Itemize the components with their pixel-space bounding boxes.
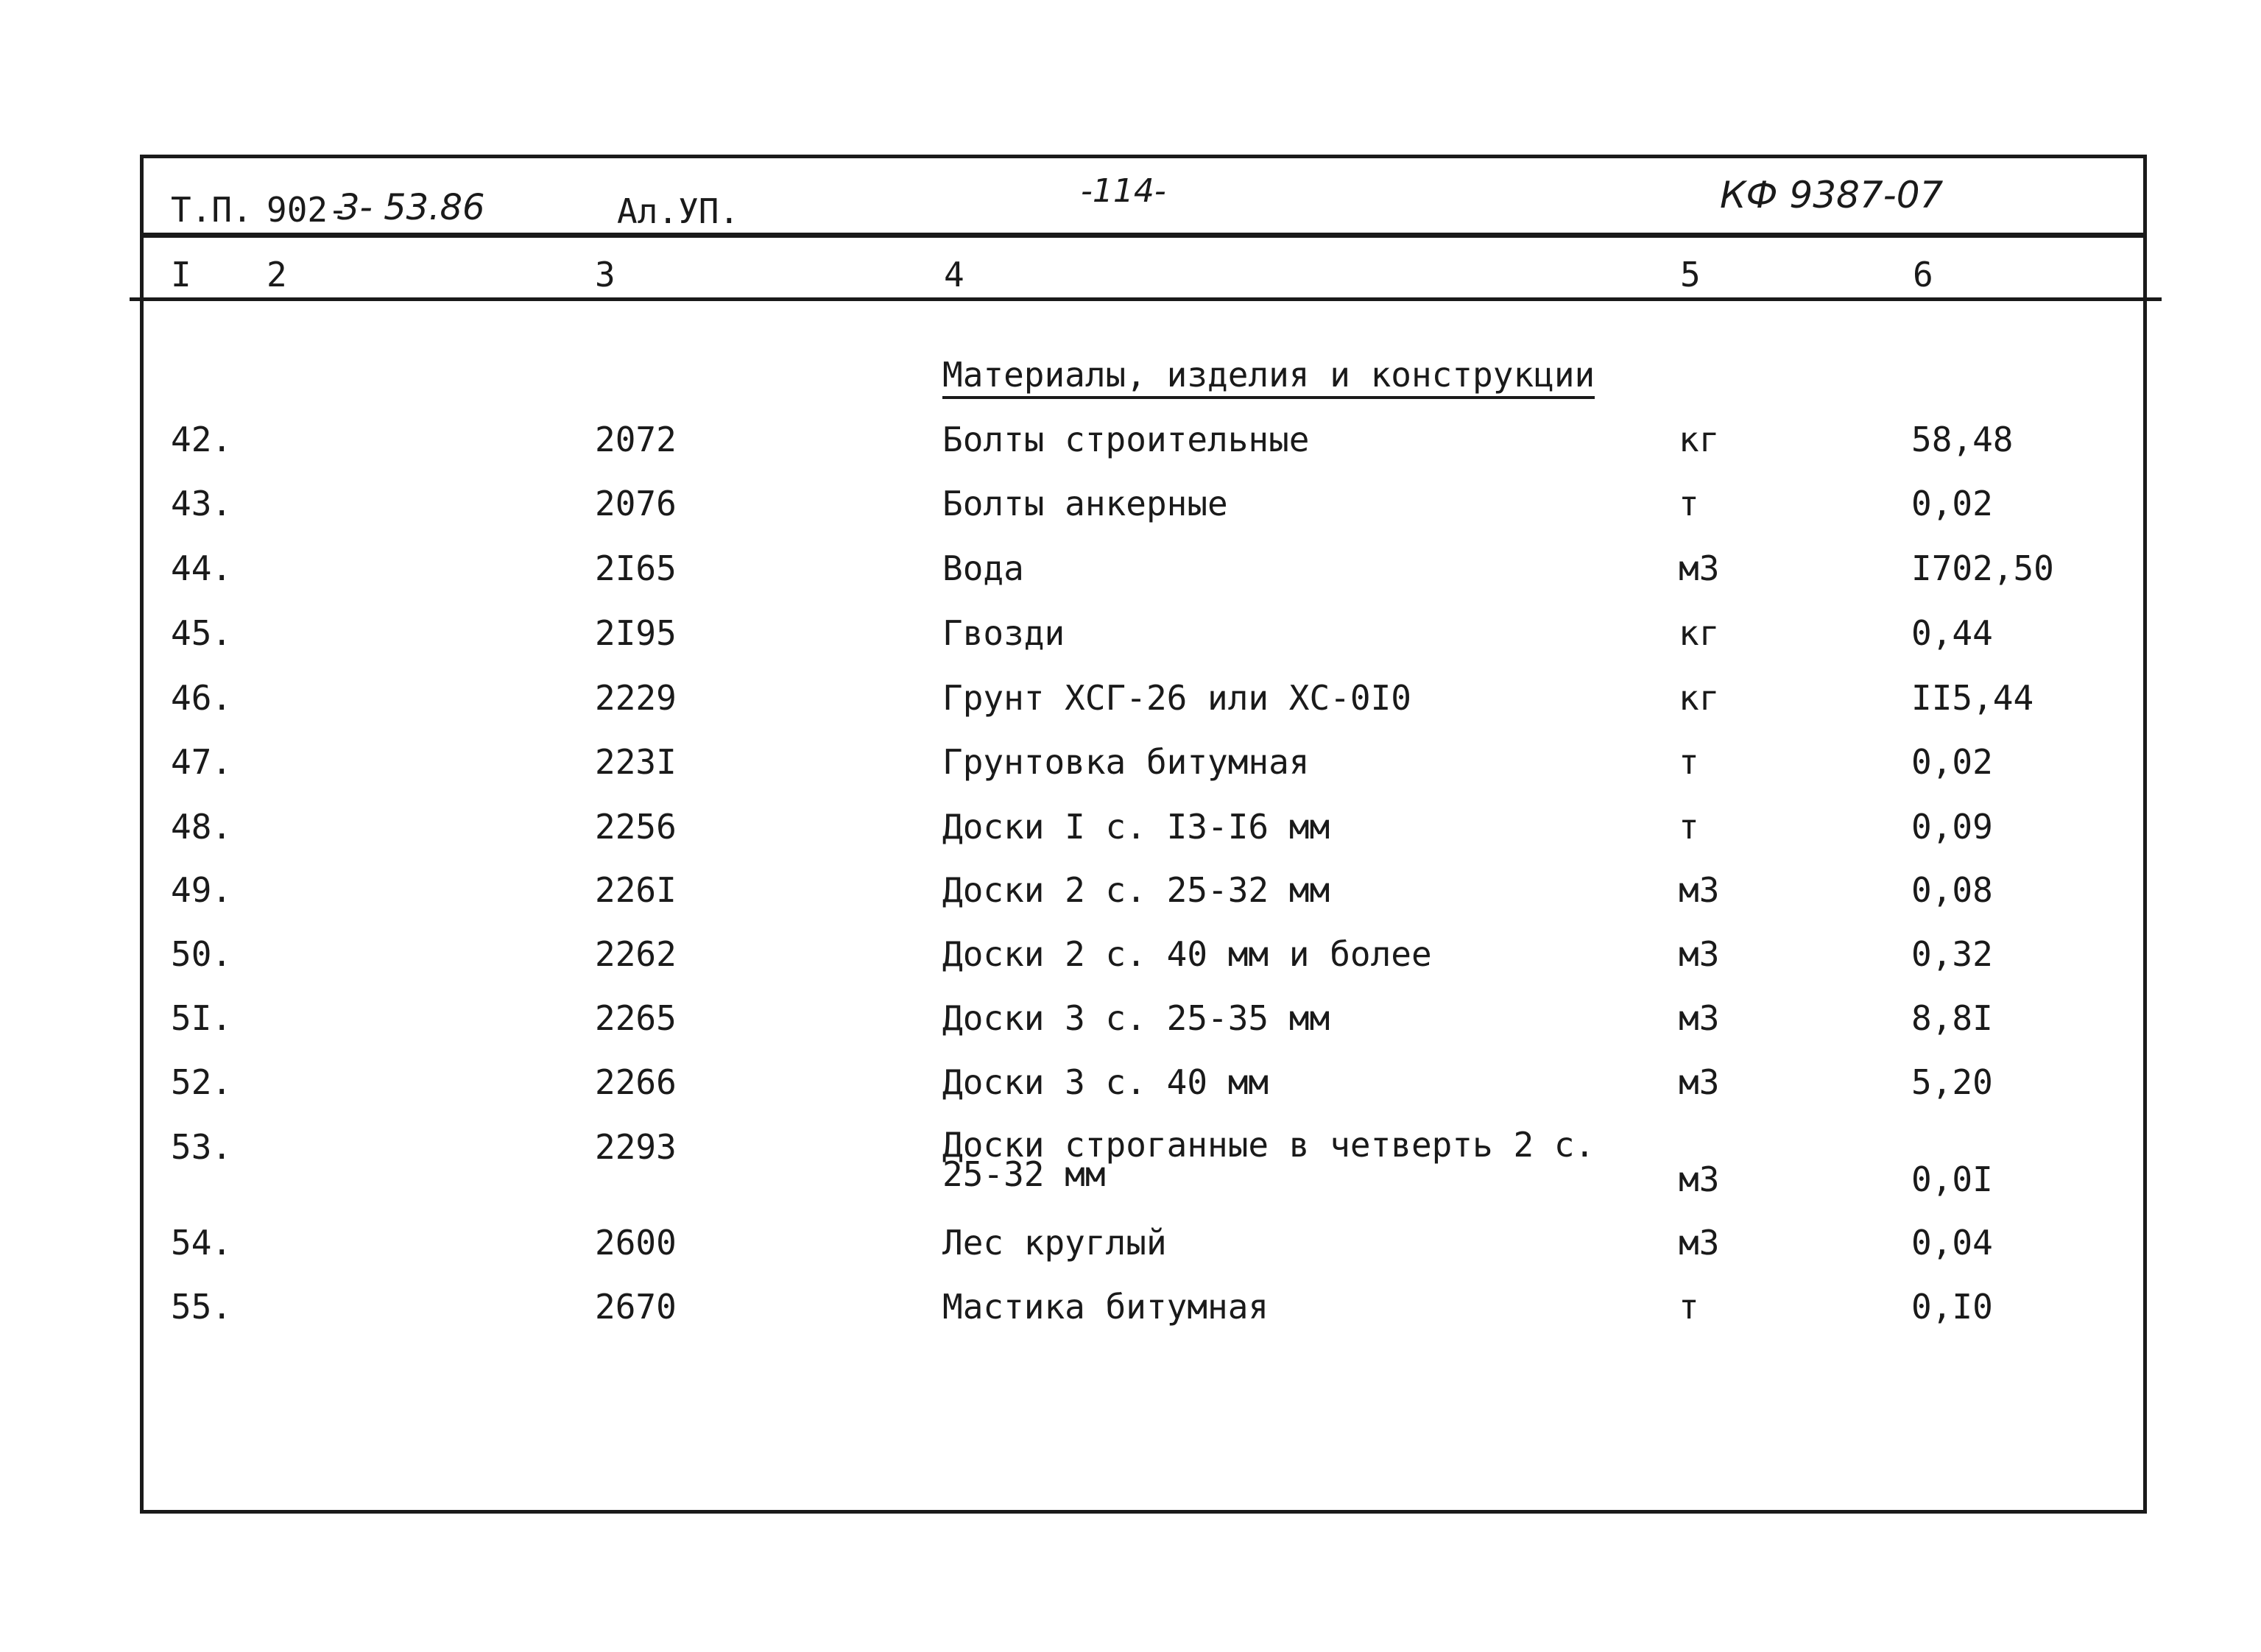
row-quantity: 0,09 [1911, 807, 1993, 847]
row-name: Грунт ХСГ-26 или ХС-0I0 [942, 678, 1411, 718]
row-number: 46. [171, 678, 233, 718]
row-quantity: 0,44 [1911, 613, 1993, 653]
row-unit: кг [1679, 613, 1720, 653]
table-row [0, 613, 2261, 675]
column-number-3: 3 [595, 255, 615, 294]
row-code: 2229 [595, 678, 677, 718]
row-number: 54. [171, 1223, 233, 1263]
row-name: Доски 3 с. 40 мм [942, 1062, 1269, 1102]
row-code: 223I [595, 742, 677, 782]
row-unit: т [1679, 484, 1699, 523]
page-number: -114- [1081, 172, 1166, 210]
row-unit: т [1679, 1287, 1699, 1327]
column-number-divider [130, 297, 2162, 301]
row-name: Лес круглый [942, 1223, 1167, 1263]
row-name: Доски I с. I3-I6 мм [942, 807, 1330, 847]
row-quantity: 8,8I [1911, 998, 1993, 1038]
album-label: Ал.УП. [617, 191, 740, 231]
row-quantity: 0,32 [1911, 934, 1993, 974]
column-number-1: I [171, 255, 191, 294]
row-quantity: 0,02 [1911, 742, 1993, 782]
row-unit: м3 [1679, 934, 1720, 974]
table-row [0, 998, 2261, 1060]
table-row [0, 420, 2261, 481]
table-row [0, 1223, 2261, 1285]
table-row [0, 1125, 2261, 1218]
row-number: 49. [171, 870, 233, 910]
tp-label: Т.П. [171, 190, 253, 230]
row-code: 2256 [595, 807, 677, 847]
row-number: 48. [171, 807, 233, 847]
table-row [0, 484, 2261, 546]
table-row [0, 807, 2261, 869]
table-row [0, 934, 2261, 996]
row-unit: кг [1679, 678, 1720, 718]
row-name: Вода [942, 548, 1024, 588]
row-code: 2I65 [595, 548, 677, 588]
row-name: Доски строганные в четверть 2 с. 25-32 мм [942, 1125, 1595, 1194]
row-quantity: 0,04 [1911, 1223, 1993, 1263]
section-title: Материалы, изделия и конструкции [942, 358, 1595, 399]
row-number: 52. [171, 1062, 233, 1102]
row-name: Гвозди [942, 613, 1065, 653]
document-code: КФ 9387-07 [1720, 174, 1944, 216]
row-name: Болты анкерные [942, 484, 1228, 523]
row-quantity: I702,50 [1911, 548, 2054, 588]
row-number: 53. [171, 1127, 233, 1167]
row-unit: кг [1679, 420, 1720, 459]
row-code: 2072 [595, 420, 677, 459]
row-code: 2265 [595, 998, 677, 1038]
row-code: 2262 [595, 934, 677, 974]
row-unit: м3 [1679, 1062, 1720, 1102]
row-unit: м3 [1679, 870, 1720, 910]
table-row [0, 1062, 2261, 1124]
row-name: Болты строительные [942, 420, 1310, 459]
row-quantity: 0,0I [1911, 1159, 1993, 1199]
row-quantity: 0,02 [1911, 484, 1993, 523]
row-unit: м3 [1679, 1223, 1720, 1263]
table-row [0, 1287, 2261, 1349]
row-number: 43. [171, 484, 233, 523]
column-number-5: 5 [1680, 255, 1701, 294]
row-name: Доски 2 с. 25-32 мм [942, 870, 1330, 910]
row-unit: т [1679, 807, 1699, 847]
row-name: Доски 3 с. 25-35 мм [942, 998, 1330, 1038]
tp-number-handwritten: 3- 53.86 [337, 187, 485, 228]
tp-number-printed: 902- [267, 190, 348, 230]
row-number: 5I. [171, 998, 233, 1038]
row-name: Доски 2 с. 40 мм и более [942, 934, 1432, 974]
table-row [0, 678, 2261, 740]
row-code: 2266 [595, 1062, 677, 1102]
row-code: 2293 [595, 1127, 677, 1167]
row-number: 55. [171, 1287, 233, 1327]
row-unit: т [1679, 742, 1699, 782]
row-name: Мастика битумная [942, 1287, 1269, 1327]
row-number: 45. [171, 613, 233, 653]
column-number-4: 4 [944, 255, 964, 294]
column-number-6: 6 [1913, 255, 1933, 294]
row-name: Грунтовка битумная [942, 742, 1310, 782]
table-row [0, 742, 2261, 804]
row-number: 47. [171, 742, 233, 782]
row-code: 2076 [595, 484, 677, 523]
row-quantity: II5,44 [1911, 678, 2034, 718]
row-number: 42. [171, 420, 233, 459]
table-row [0, 870, 2261, 932]
row-unit: м3 [1679, 1159, 1720, 1199]
row-quantity: 0,I0 [1911, 1287, 1993, 1327]
row-number: 50. [171, 934, 233, 974]
row-code: 226I [595, 870, 677, 910]
header-divider [140, 233, 2147, 238]
row-quantity: 58,48 [1911, 420, 2014, 459]
table-row [0, 548, 2261, 610]
row-quantity: 0,08 [1911, 870, 1993, 910]
row-unit: м3 [1679, 998, 1720, 1038]
row-code: 2670 [595, 1287, 677, 1327]
row-code: 2I95 [595, 613, 677, 653]
row-quantity: 5,20 [1911, 1062, 1993, 1102]
row-number: 44. [171, 548, 233, 588]
row-unit: м3 [1679, 548, 1720, 588]
column-number-2: 2 [267, 255, 287, 294]
row-code: 2600 [595, 1223, 677, 1263]
